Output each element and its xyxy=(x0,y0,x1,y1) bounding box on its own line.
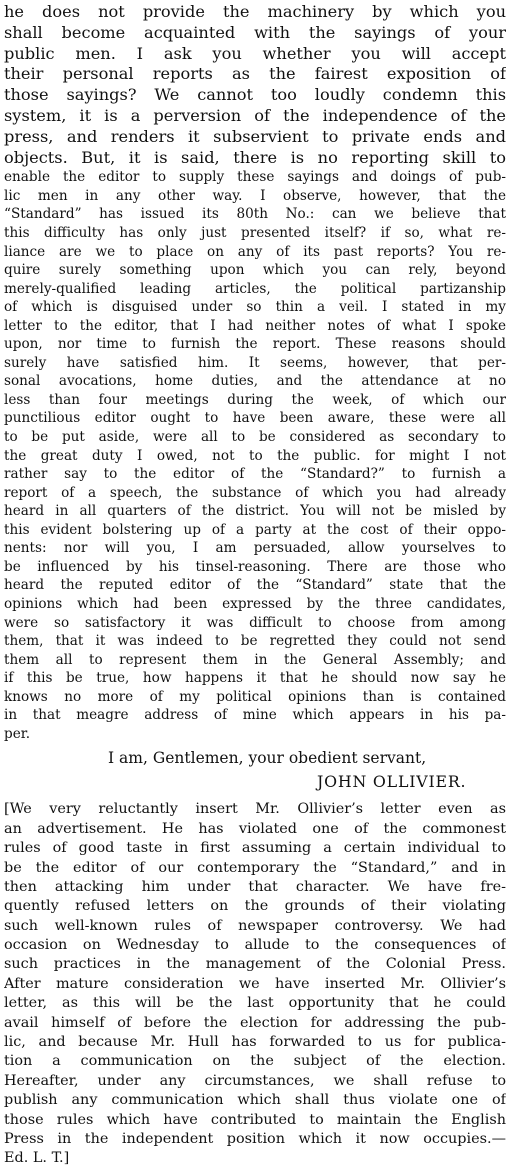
text-line: merely-qualified leading articles, the political partizanship xyxy=(4,280,506,297)
text-line: enable the editor to supply these sayings and doings of pub- xyxy=(4,169,506,186)
text-line: an advertisement. He has violated one of the commonest xyxy=(4,820,506,837)
text-line: heard the reputed editor of the “Standard” state that the xyxy=(4,577,506,594)
text-line: opinions which had been expressed by the three candidates, xyxy=(4,595,506,612)
text-line: letter to the editor, that I had neither notes of what I spoke xyxy=(4,317,506,334)
text-line: nents: nor will you, I am persuaded, allow yourselves to xyxy=(4,540,506,557)
text-line: punctilious editor ought to have been aware, these were all xyxy=(4,410,506,427)
text-line: their personal reports as the fairest exposition of xyxy=(4,64,506,84)
text-line: then attacking him under that character. We have fre- xyxy=(4,878,506,895)
text-line: tion a communication on the subject of the election. xyxy=(4,1053,506,1070)
text-line: the great duty I owed, not to the public. for might I not xyxy=(4,447,506,464)
text-line: rather say to the editor of the “Standard?” to furnish a xyxy=(4,466,506,483)
text-line: quently refused letters on the grounds of their violating xyxy=(4,898,506,915)
text-line: he does not provide the machinery by which you xyxy=(4,2,506,21)
text-line: lic, and because Mr. Hull has forwarded to us for publica- xyxy=(4,1034,506,1051)
text-line: publish any communication which shall thus violate one of xyxy=(4,1092,506,1109)
text-line: those sayings? We cannot too loudly condemn this xyxy=(4,85,506,105)
text-line: this difficulty has only just presented itself? if so, what re- xyxy=(4,225,506,242)
text-line: upon, nor time to furnish the report. These reasons should xyxy=(4,336,506,353)
letter-large-type xyxy=(4,2,506,168)
letter-body xyxy=(4,2,506,794)
letter-small-type xyxy=(4,168,506,743)
text-line: less than four meetings during the week, of which our xyxy=(4,391,506,408)
text-line: system, it is a perversion of the independence of the xyxy=(4,105,506,125)
letter-signature: JOHN OLLIVIER. xyxy=(317,772,467,792)
text-line: be influenced by his tinsel-reasoning. There are those who xyxy=(4,558,506,575)
text-line: this evident bolstering up of a party at the cost of their oppo- xyxy=(4,521,506,538)
text-line: “Standard” has issued its 80th No.: can we believe that xyxy=(4,206,506,223)
text-line: public men. I ask you whether you will accept xyxy=(4,43,506,63)
text-line: them, that it was indeed to be regretted they could not send xyxy=(4,633,506,650)
text-line: such well-known rules of newspaper controversy. We had xyxy=(4,917,506,934)
text-line: shall become acquainted with the sayings of your xyxy=(4,22,506,42)
letter-closing: I am, Gentlemen, your obedient servant, xyxy=(108,749,427,768)
editor-note xyxy=(4,800,506,1168)
text-line: sonal avocations, home duties, and the attendance at no xyxy=(4,373,506,390)
text-line: liance are we to place on any of its past reports? You re- xyxy=(4,243,506,260)
text-line: heard in all quarters of the district. You will not be misled by xyxy=(4,503,506,520)
text-line: After mature consideration we have inserted Mr. Ollivier’s xyxy=(4,975,506,992)
text-line: if this be true, how happens it that he should now say he xyxy=(4,670,506,687)
text-line: press, and renders it subservient to private ends and xyxy=(4,126,506,146)
text-line: report of a speech, the substance of which you had already xyxy=(4,484,506,501)
text-line: them all to represent them in the General Assembly; and xyxy=(4,651,506,668)
text-line: Press in the independent position which it now occupies.— xyxy=(4,1130,506,1147)
text-line: avail himself of before the election for addressing the pub- xyxy=(4,1014,506,1031)
text-line: were so satisfactory it was difficult to choose from among xyxy=(4,614,506,631)
text-line: letter, as this will be the last opportunity that he could xyxy=(4,995,506,1012)
text-line: to be put aside, were all to be considered as secondary to xyxy=(4,429,506,446)
text-line: in that meagre address of mine which appears in his pa- xyxy=(4,707,506,724)
text-line: per. xyxy=(4,725,31,742)
text-line: those rules which have contributed to maintain the English xyxy=(4,1111,506,1128)
text-line: quire surely something upon which you can rely, beyond xyxy=(4,262,506,279)
text-line: occasion on Wednesday to allude to the consequences of xyxy=(4,937,506,954)
text-line: of which is disguised under so thin a veil. I stated in my xyxy=(4,299,506,316)
text-line: rules of good taste in first assuming a certain individual to xyxy=(4,840,506,857)
text-line: knows no more of my political opinions than is contained xyxy=(4,688,506,705)
text-line: surely have satisfied him. It seems, however, that per- xyxy=(4,354,506,371)
editor-signature: Ed. L. T.] xyxy=(4,1150,70,1167)
text-line: such practices in the management of the Colonial Press. xyxy=(4,956,506,973)
text-line: Hereafter, under any circumstances, we shall refuse to xyxy=(4,1072,506,1089)
text-line: lic men in any other way. I observe, however, that the xyxy=(4,187,506,204)
text-line: be the editor of our contemporary the “Standard,” and in xyxy=(4,859,506,876)
text-line: objects. But, it is said, there is no reporting skill to xyxy=(4,147,506,167)
text-line: [We very reluctantly insert Mr. Ollivier’s letter even as xyxy=(4,801,506,818)
